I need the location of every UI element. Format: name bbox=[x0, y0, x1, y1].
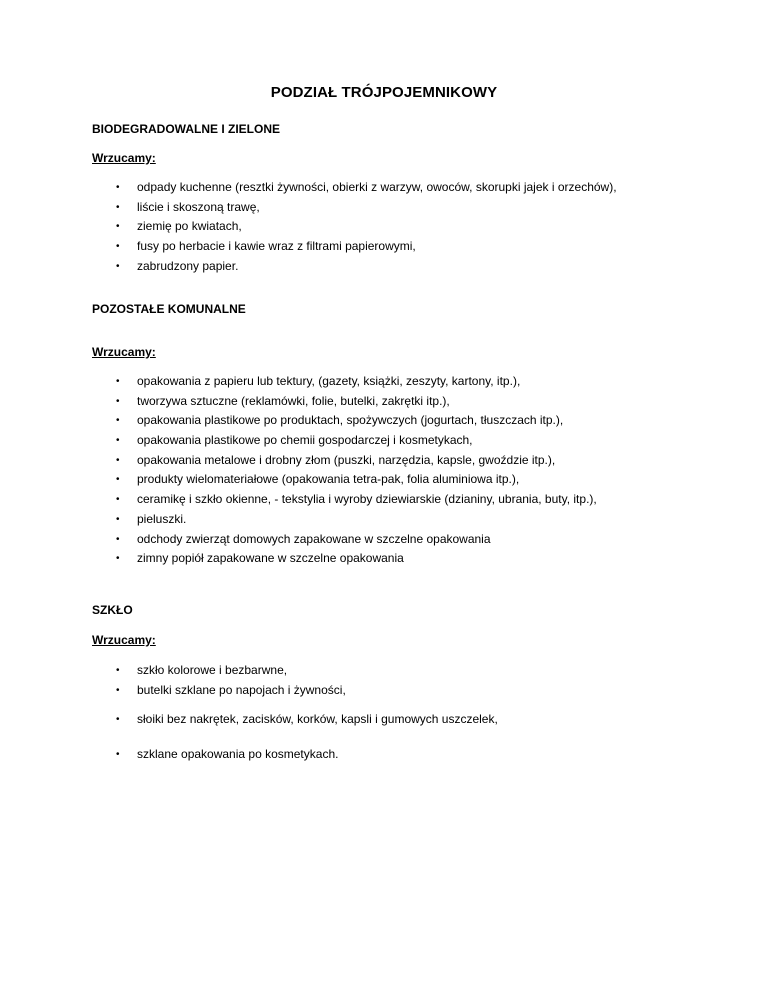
item-list-glass bbox=[0, 661, 498, 765]
bullet-icon: • bbox=[116, 553, 120, 565]
list-item: • odchody zwierząt domowych zapakowane w szczelne opakowania bbox=[0, 530, 597, 550]
bullet-icon: • bbox=[116, 376, 120, 387]
bullet-icon: • bbox=[116, 714, 120, 726]
bullet-icon: • bbox=[116, 684, 120, 696]
bullet-icon: • bbox=[116, 395, 120, 407]
item-list-biodegradable bbox=[0, 178, 617, 276]
bullet-icon: • bbox=[116, 435, 120, 447]
bullet-icon: • bbox=[116, 241, 120, 253]
list-item: • pieluszki. bbox=[0, 510, 597, 530]
section-heading-glass: SZKŁO bbox=[92, 603, 133, 617]
list-item: • tworzywa sztuczne (reklamówki, folie, butelki, zakrętki itp.), bbox=[0, 392, 597, 412]
list-item: • zimny popiół zapakowane w szczelne opakowania bbox=[0, 549, 597, 569]
section-subheading-remaining: Wrzucamy: bbox=[92, 345, 156, 359]
list-item: • opakowania plastikowe po chemii gospodarczej i kosmetykach, bbox=[0, 431, 597, 451]
item-list-remaining bbox=[0, 372, 597, 569]
list-item: • ceramikę i szkło okienne, - tekstylia i wyroby dziewiarskie (dzianiny, ubrania, buty, itp.), bbox=[0, 490, 597, 510]
list-item: • słoiki bez nakrętek, zacisków, korków, kapsli i gumowych uszczelek, bbox=[0, 710, 498, 730]
list-item: • szkło kolorowe i bezbarwne, bbox=[0, 661, 498, 681]
list-item: • odpady kuchenne (resztki żywności, obierki z warzyw, owoców, skorupki jajek i orzechów), bbox=[0, 178, 617, 198]
bullet-icon: • bbox=[116, 494, 120, 506]
section-heading-biodegradable: BIODEGRADOWALNE I ZIELONE bbox=[92, 122, 281, 136]
list-item: • fusy po herbacie i kawie wraz z filtrami papierowymi, bbox=[0, 237, 617, 257]
list-item: • opakowania metalowe i drobny złom (puszki, narzędzia, kapsle, gwoździe itp.), bbox=[0, 451, 597, 471]
bullet-icon: • bbox=[116, 533, 120, 545]
bullet-icon: • bbox=[116, 454, 120, 466]
list-item: • ziemię po kwiatach, bbox=[0, 217, 617, 237]
list-item: • zabrudzony papier. bbox=[0, 257, 617, 277]
bullet-icon: • bbox=[116, 201, 120, 213]
list-item: • produkty wielomateriałowe (opakowania tetra-pak, folia aluminiowa itp.), bbox=[0, 470, 597, 490]
section-subheading-glass: Wrzucamy: bbox=[92, 633, 156, 647]
bullet-icon: • bbox=[116, 513, 120, 525]
section-heading-remaining: POZOSTAŁE KOMUNALNE bbox=[92, 302, 246, 316]
bullet-icon: • bbox=[116, 749, 120, 761]
list-item: • szklane opakowania po kosmetykach. bbox=[0, 745, 498, 765]
bullet-icon: • bbox=[116, 665, 120, 676]
list-item: • opakowania plastikowe po produktach, spożywczych (jogurtach, tłuszczach itp.), bbox=[0, 411, 597, 431]
bullet-icon: • bbox=[116, 474, 120, 486]
list-item: • opakowania z papieru lub tektury, (gazety, książki, zeszyty, kartony, itp.), bbox=[0, 372, 597, 392]
section-subheading-biodegradable: Wrzucamy: bbox=[92, 151, 156, 165]
list-item: • butelki szklane po napojach i żywności, bbox=[0, 681, 498, 701]
bullet-icon: • bbox=[116, 260, 120, 272]
list-item: • liście i skoszoną trawę, bbox=[0, 198, 617, 218]
document-title: PODZIAŁ TRÓJPOJEMNIKOWY bbox=[270, 84, 498, 101]
bullet-icon: • bbox=[116, 182, 120, 193]
bullet-icon: • bbox=[116, 221, 120, 233]
bullet-icon: • bbox=[116, 415, 120, 427]
